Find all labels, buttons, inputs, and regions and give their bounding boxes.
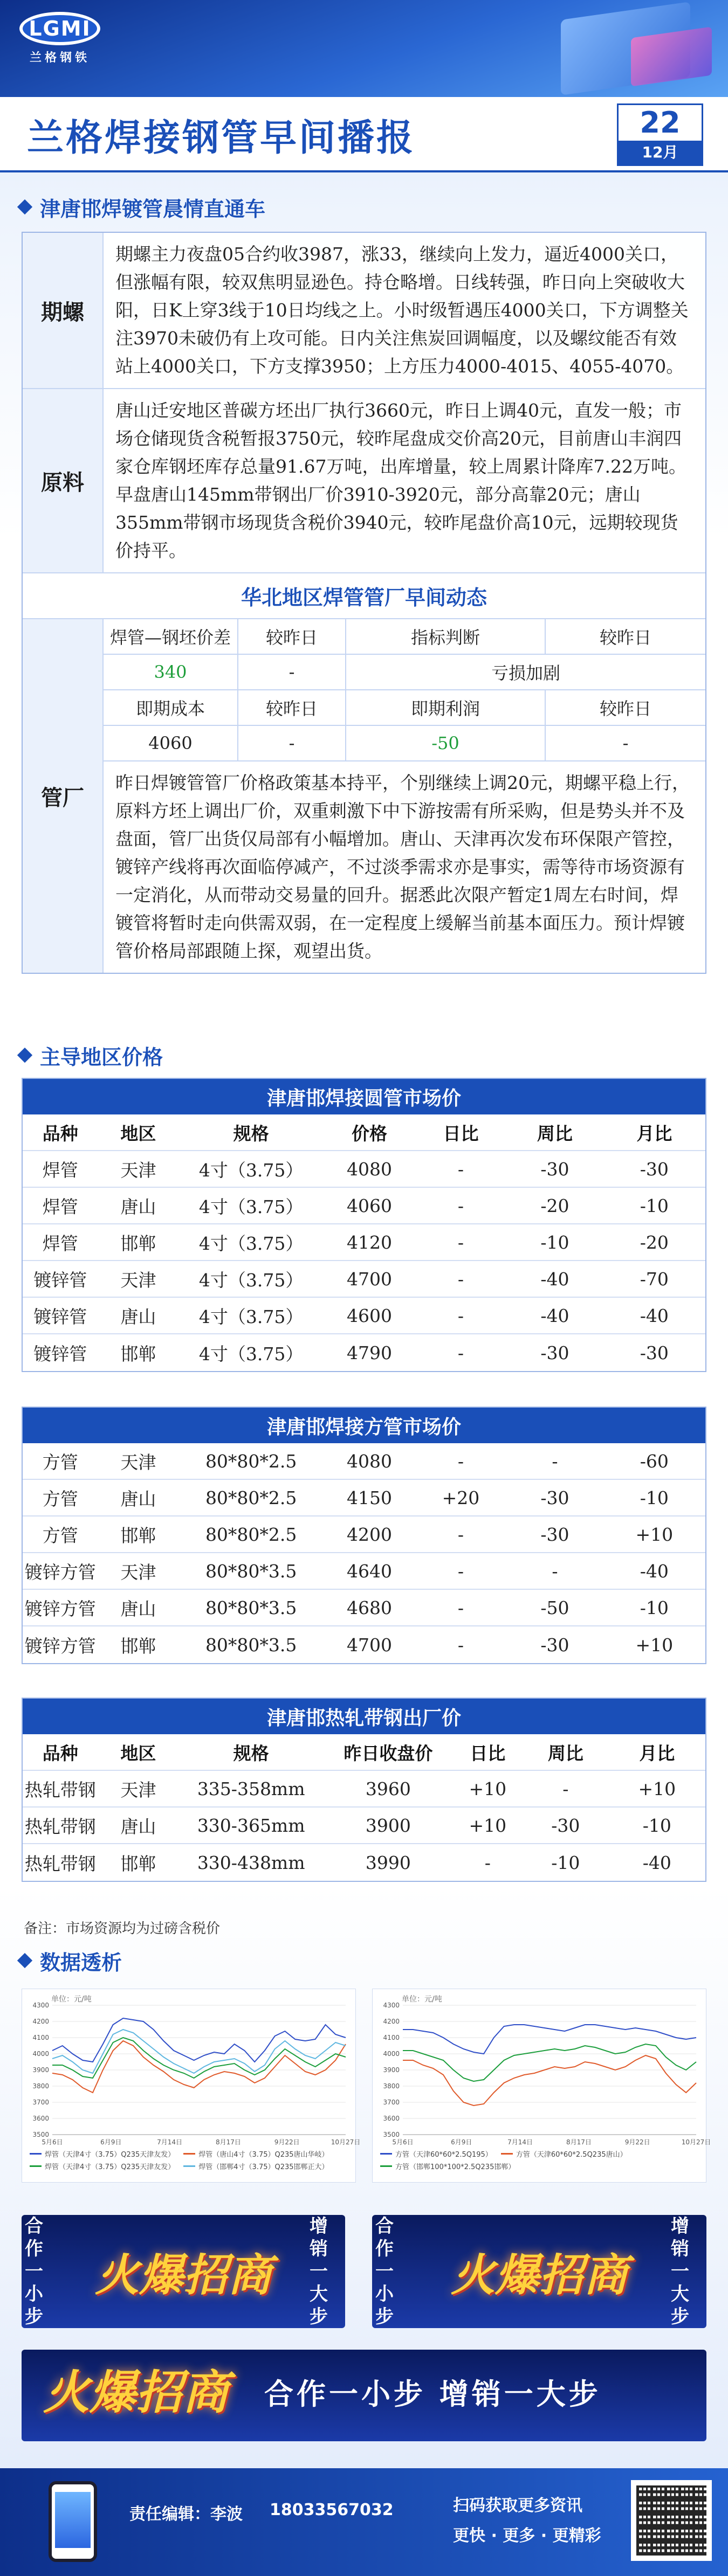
table-cell: -: [457, 1524, 464, 1545]
table-row: [23, 1590, 705, 1626]
y-tick-label: 4100: [383, 2034, 400, 2041]
table-cell: 4790: [346, 1342, 392, 1363]
y-tick-label: 3700: [32, 2099, 49, 2106]
brief-row-materials: [23, 389, 705, 573]
table-cell: 唐山: [120, 1306, 156, 1327]
table-cell: -70: [640, 1268, 669, 1290]
qr-caption: 扫码获取更多资讯: [453, 2496, 582, 2515]
table-row: [23, 1480, 705, 1516]
column-header: 规格: [233, 1123, 269, 1144]
header-cell: 指标判断: [346, 619, 546, 654]
table-cell: 4150: [346, 1487, 392, 1508]
column-header: 地区: [120, 1742, 156, 1764]
table-cell: -: [457, 1158, 464, 1180]
legend-entry: 焊管（唐山4寸（3.75）Q235唐山华岐）: [183, 2149, 328, 2159]
table-cell: -40: [642, 1852, 671, 1873]
date-day: 22: [640, 106, 681, 140]
column-header: 品种: [42, 1742, 78, 1764]
y-tick-label: 4000: [383, 2050, 400, 2058]
table-cell: 焊管: [42, 1196, 78, 1217]
table-cell: -10: [640, 1195, 669, 1216]
table-cell: 焊管: [42, 1232, 78, 1254]
table-cell: -30: [551, 1815, 580, 1836]
table-cell: 热轧带钢: [24, 1816, 96, 1837]
table-cell: -60: [640, 1450, 669, 1472]
table-title: 津唐邯焊接圆管市场价: [23, 1079, 705, 1114]
table-cell: -: [457, 1268, 464, 1290]
table-row: [23, 1844, 705, 1881]
y-tick-label: 4000: [32, 2050, 49, 2058]
table-cell: 天津: [120, 1451, 156, 1473]
table-row: [23, 1261, 705, 1298]
table-cell: -20: [540, 1195, 569, 1216]
table-cell: 邯郸: [120, 1853, 156, 1874]
y-tick-label: 4200: [383, 2018, 400, 2025]
y-tick-label: 3800: [383, 2082, 400, 2090]
y-tick-label: 3900: [383, 2066, 400, 2074]
table-cell: -: [457, 1597, 464, 1618]
table-cell: 4060: [346, 1195, 392, 1216]
indicator-header-row-1: [104, 619, 705, 655]
x-tick-label: 9月22日: [274, 2138, 300, 2146]
column-header: 周比: [537, 1123, 573, 1144]
round-pipe-price-table: [22, 1078, 706, 1372]
column-header: 价格: [351, 1123, 387, 1144]
chart-svg: [373, 1989, 711, 2151]
table-cell: 330-365mm: [197, 1815, 305, 1836]
indicator-header-row-2: [104, 690, 705, 726]
legend-entry: 方管（天津60*60*2.5Q195）: [380, 2149, 492, 2159]
chart-legend: [380, 2149, 701, 2171]
header-cell: 较昨日: [238, 690, 346, 725]
table-cell: -: [457, 1305, 464, 1326]
section-title: 主导地区价格: [40, 1045, 163, 1069]
table-cell: 3960: [365, 1778, 411, 1799]
table-row: [23, 1553, 705, 1590]
x-tick-label: 6月9日: [100, 2138, 122, 2146]
table-cell: 天津: [120, 1269, 156, 1291]
value-cell: -: [622, 733, 629, 753]
table-cell: 邯郸: [120, 1635, 156, 1657]
x-tick-label: 5月6日: [392, 2138, 414, 2146]
table-cell: 4080: [346, 1450, 392, 1472]
table-cell: 镀锌方管: [24, 1561, 96, 1583]
table-cell: 4寸（3.75）: [198, 1159, 304, 1181]
table-cell: 镀锌方管: [24, 1635, 96, 1657]
y-tick-label: 3600: [32, 2115, 49, 2122]
table-cell: -: [457, 1342, 464, 1363]
title-bar: [0, 97, 728, 172]
table-cell: 4700: [346, 1634, 392, 1656]
table-cell: 80*80*2.5: [205, 1487, 297, 1508]
table-cell: +20: [442, 1487, 480, 1508]
date-badge: [617, 103, 703, 166]
qr-code-icon[interactable]: [631, 2480, 712, 2561]
table-cell: 4200: [346, 1524, 392, 1545]
factory-label: 管厂: [23, 619, 104, 973]
x-tick-label: 6月9日: [451, 2138, 472, 2146]
table-cell: -10: [540, 1231, 569, 1253]
header-cell: 即期成本: [104, 690, 238, 725]
table-row: [23, 1808, 705, 1844]
table-row: [23, 1188, 705, 1224]
column-header: 日比: [470, 1742, 506, 1764]
header-cell: 较昨日: [238, 619, 346, 654]
table-cell: -40: [640, 1305, 669, 1326]
table-cell: 4640: [346, 1560, 392, 1582]
diamond-bullet-icon: [17, 1048, 32, 1063]
ad-banner-left[interactable]: [22, 2215, 345, 2328]
table-cell: 4600: [346, 1305, 392, 1326]
ad-banner-right[interactable]: [372, 2215, 706, 2328]
table-cell: -10: [642, 1815, 671, 1836]
north-china-title: 华北地区焊管管厂早间动态: [23, 573, 705, 619]
banner-side-text: 增销一大步: [310, 2215, 328, 2328]
footer: [0, 2468, 728, 2576]
x-tick-label: 7月14日: [157, 2138, 183, 2146]
table-cell: 邯郸: [120, 1343, 156, 1365]
x-tick-label: 9月22日: [624, 2138, 650, 2146]
table-cell: 邯郸: [120, 1525, 156, 1546]
table-row: [23, 1771, 705, 1808]
table-cell: 4700: [346, 1268, 392, 1290]
table-cell: -: [457, 1231, 464, 1253]
column-header: 月比: [639, 1742, 675, 1764]
table-row: [23, 1516, 705, 1553]
table-cell: -10: [640, 1487, 669, 1508]
table-cell: 335-358mm: [197, 1778, 305, 1799]
table-title: 津唐邯焊接方管市场价: [23, 1408, 705, 1443]
table-cell: -: [457, 1450, 464, 1472]
profit-value: -50: [346, 726, 546, 760]
y-tick-label: 4200: [32, 2018, 49, 2025]
column-header: 规格: [233, 1742, 269, 1764]
table-cell: -30: [540, 1634, 569, 1656]
x-tick-label: 10月27日: [331, 2138, 361, 2146]
table-header-row: [23, 1734, 705, 1771]
factory-content: [104, 619, 705, 973]
banner-side-text: 增销一大步: [671, 2215, 689, 2328]
table-row: [23, 1151, 705, 1188]
table-cell: -50: [540, 1597, 569, 1618]
table-cell: 唐山: [120, 1598, 156, 1619]
table-cell: 镀锌管: [33, 1269, 87, 1291]
table-row: [23, 1224, 705, 1261]
editor-phone[interactable]: 18033567032: [270, 2501, 394, 2519]
company-logo: [19, 12, 111, 71]
phone-icon: [49, 2481, 97, 2562]
x-tick-label: 7月14日: [507, 2138, 533, 2146]
y-tick-label: 3800: [32, 2082, 49, 2090]
banner-slogan: 合作一小步 增销一大步: [264, 2377, 601, 2411]
table-cell: -: [552, 1450, 558, 1472]
table-cell: 天津: [120, 1159, 156, 1181]
date-month: 12月: [619, 141, 702, 164]
chart-legend: [30, 2149, 351, 2171]
header-cell: 较昨日: [599, 698, 651, 719]
table-cell: 330-438mm: [197, 1852, 305, 1873]
section-header-prices: [19, 1040, 163, 1070]
table-cell: 4680: [346, 1597, 392, 1618]
table-cell: -10: [551, 1852, 580, 1873]
legend-entry: 方管（邯郸100*100*2.5Q235邯郸）: [380, 2161, 515, 2171]
factory-block: [23, 619, 705, 973]
series-line: [52, 2030, 346, 2073]
x-tick-label: 8月17日: [215, 2138, 241, 2146]
header-cell: 即期利润: [346, 690, 546, 725]
legend-entry: 焊管（天津4寸（3.75）Q235天津友发）: [30, 2161, 175, 2171]
table-cell: 天津: [120, 1561, 156, 1583]
column-header: 昨日收盘价: [344, 1742, 433, 1764]
table-cell: 邯郸: [120, 1232, 156, 1254]
column-header: 日比: [443, 1123, 479, 1144]
logo-caption: 兰格钢铁: [29, 51, 90, 65]
table-cell: -30: [540, 1524, 569, 1545]
table-cell: +10: [469, 1778, 507, 1799]
diamond-bullet-icon: [17, 1953, 32, 1968]
legend-entry: 焊管（邯郸4寸（3.75）Q235邯郸正大）: [183, 2161, 328, 2171]
header-cell: 焊管—钢坯价差: [104, 619, 238, 654]
y-tick-label: 3500: [32, 2131, 49, 2138]
x-tick-label: 8月17日: [566, 2138, 592, 2146]
table-cell: -10: [640, 1597, 669, 1618]
chart-svg: [22, 1989, 361, 2151]
table-cell: 4寸（3.75）: [198, 1306, 304, 1327]
morning-brief-table: [22, 232, 706, 974]
legend-entry: 方管（天津60*60*2.5Q235唐山）: [501, 2149, 627, 2159]
page-title: 兰格焊接钢管早间播报: [27, 117, 416, 160]
section-title: 数据透析: [40, 1950, 122, 1975]
judgement-value: 亏损加剧: [491, 663, 560, 683]
table-cell: 80*80*2.5: [205, 1524, 297, 1545]
table-cell: 4寸（3.75）: [198, 1343, 304, 1365]
table-cell: 唐山: [120, 1488, 156, 1509]
cost-value: 4060: [104, 726, 238, 760]
table-cell: -: [457, 1560, 464, 1582]
table-cell: 4120: [346, 1231, 392, 1253]
indicator-value-row-1: [104, 655, 705, 690]
row-label: 原料: [23, 389, 104, 572]
table-cell: -: [552, 1560, 558, 1582]
brief-row-futures: [23, 233, 705, 389]
table-cell: 4寸（3.75）: [198, 1269, 304, 1291]
table-cell: 热轧带钢: [24, 1779, 96, 1801]
editor-name: 责任编辑：李波: [129, 2505, 243, 2524]
table-row: [23, 1298, 705, 1334]
banner-headline: 火爆招商: [43, 2365, 229, 2420]
y-tick-label: 3700: [383, 2099, 400, 2106]
row-text: 期螺主力夜盘05合约收3987，涨33，继续向上发力，逼近4000关口，但涨幅有限，较双焦明显逊色。持仓略增。日线转强，昨日向上突破收大阳，日K上穿3线于10日均线之上。小时级暂遇压4000关口，下方调整关注3970未破仍有上攻可能。日内关注焦炭回调幅度，以及螺纹能否有效站上4000关口，下方支撑3950；上方压力4000-4015、4055-4070。: [115, 244, 689, 377]
banner-side-text: 合作一小步: [375, 2215, 394, 2328]
square-pipe-price-table: [22, 1407, 706, 1664]
table-cell: 镀锌管: [33, 1343, 87, 1365]
table-cell: 3900: [365, 1815, 411, 1836]
value-cell: -: [238, 726, 346, 760]
section-title: 津唐邯焊镀管晨情直通车: [40, 197, 266, 221]
hot-rolled-strip-price-table: [22, 1698, 706, 1882]
table-title: 津唐邯热轧带钢出厂价: [23, 1699, 705, 1734]
logo-mark: LGMI: [19, 12, 100, 45]
section-header-morning-brief: [19, 192, 265, 222]
banner-side-text: 合作一小步: [25, 2215, 43, 2328]
table-row: [23, 1443, 705, 1480]
table-cell: 4寸（3.75）: [198, 1196, 304, 1217]
table-cell: -20: [640, 1231, 669, 1253]
table-cell: -: [484, 1852, 491, 1873]
indicator-value-row-2: [104, 726, 705, 761]
y-tick-label: 4300: [32, 2002, 49, 2009]
table-cell: 80*80*3.5: [205, 1597, 297, 1618]
table-header-row: [23, 1114, 705, 1151]
spread-value: 340: [104, 655, 238, 689]
table-cell: +10: [469, 1815, 507, 1836]
table-cell: 热轧带钢: [24, 1853, 96, 1874]
table-cell: 80*80*3.5: [205, 1634, 297, 1656]
table-cell: -30: [640, 1342, 669, 1363]
factory-text: 昨日焊镀管管厂价格政策基本持平，个别继续上调20元，期螺平稳上行，原料方坯上调出厂价，双重刺激下中下游按需有所采购，但是势头并不及盘面，管厂出货仅局部有小幅增加。唐山、天津再次发布环保限产管控，镀锌产线将再次面临停减产，不过淡季需求亦是事实，需等待市场资源有一定消化，从而带动交易量的回升。据悉此次限产暂定1周左右时间，焊镀管将暂时走向供需双弱，在一定程度上缓解当前基本面压力。预计焊镀管价格局部跟随上探，观望出货。: [115, 772, 690, 961]
value-cell: -: [238, 655, 346, 689]
row-text: 唐山迁安地区普碳方坯出厂执行3660元，昨日上调40元，直发一般；市场仓储现货含税暂报3750元，较昨尾盘成交价高20元，目前唐山丰润四家仓库钢坯库存总量91.67万吨，出库增量，较上周累计降库7.22万吨。早盘唐山145mm带钢出厂价3910-3920元，部分高靠20元；唐山355mm带钢市场现货含税价3940元，较昨尾盘价高10元，远期较现货价持平。: [115, 400, 686, 561]
round-pipe-price-chart: [22, 1989, 361, 2183]
banner-headline: 火爆招商: [451, 2249, 628, 2301]
y-tick-label: 3900: [32, 2066, 49, 2074]
y-tick-label: 3500: [383, 2131, 400, 2138]
table-cell: 镀锌方管: [24, 1598, 96, 1619]
diamond-bullet-icon: [17, 199, 32, 214]
chart-unit: 单位：元/吨: [51, 1995, 92, 2004]
table-cell: 4寸（3.75）: [198, 1232, 304, 1254]
column-header: 周比: [547, 1742, 583, 1764]
table-row: [23, 1626, 705, 1663]
table-cell: -30: [640, 1158, 669, 1180]
table-cell: +10: [635, 1524, 674, 1545]
table-cell: -30: [540, 1487, 569, 1508]
table-cell: 80*80*2.5: [205, 1450, 297, 1472]
table-cell: 唐山: [120, 1196, 156, 1217]
y-tick-label: 4100: [32, 2034, 49, 2041]
table-cell: +10: [638, 1778, 676, 1799]
table-cell: 镀锌管: [33, 1306, 87, 1327]
table-cell: 3990: [365, 1852, 411, 1873]
table-cell: -30: [540, 1342, 569, 1363]
north-china-block: [23, 573, 705, 973]
series-line: [52, 2018, 346, 2062]
table-cell: 方管: [42, 1451, 78, 1473]
banner-headline: 火爆招商: [95, 2249, 272, 2301]
table-cell: 4080: [346, 1158, 392, 1180]
ad-banner-wide[interactable]: [22, 2350, 706, 2441]
table-cell: 方管: [42, 1525, 78, 1546]
square-pipe-price-chart: [372, 1989, 711, 2183]
table-cell: 80*80*3.5: [205, 1560, 297, 1582]
column-header: 月比: [636, 1123, 672, 1144]
table-cell: -40: [540, 1268, 569, 1290]
column-header: 地区: [120, 1123, 156, 1144]
table-cell: -: [457, 1195, 464, 1216]
table-cell: 唐山: [120, 1816, 156, 1837]
table-cell: -: [562, 1778, 569, 1799]
y-tick-label: 4300: [383, 2002, 400, 2009]
table-row: [23, 1334, 705, 1371]
chart-unit: 单位：元/吨: [402, 1995, 442, 2004]
qr-slogan: 更快 · 更多 · 更精彩: [453, 2526, 601, 2545]
table-cell: 焊管: [42, 1159, 78, 1181]
column-header: 品种: [42, 1123, 78, 1144]
header-banner: [0, 0, 728, 97]
table-cell: +10: [635, 1634, 674, 1656]
x-tick-label: 5月6日: [42, 2138, 63, 2146]
x-tick-label: 10月27日: [681, 2138, 711, 2146]
table-cell: 天津: [120, 1779, 156, 1801]
table-cell: -30: [540, 1158, 569, 1180]
table-cell: 方管: [42, 1488, 78, 1509]
legend-entry: 焊管（天津4寸（3.75）Q235天津友发）: [30, 2149, 175, 2159]
table-cell: -40: [540, 1305, 569, 1326]
y-tick-label: 3600: [383, 2115, 400, 2122]
price-note: 备注：市场资源均为过磅含税价: [24, 1921, 221, 1937]
table-cell: -40: [640, 1560, 669, 1582]
table-cell: -: [457, 1634, 464, 1656]
section-header-data: [19, 1945, 122, 1976]
series-line: [403, 2044, 696, 2081]
row-label: 期螺: [23, 233, 104, 388]
header-cell: 较昨日: [599, 627, 651, 648]
